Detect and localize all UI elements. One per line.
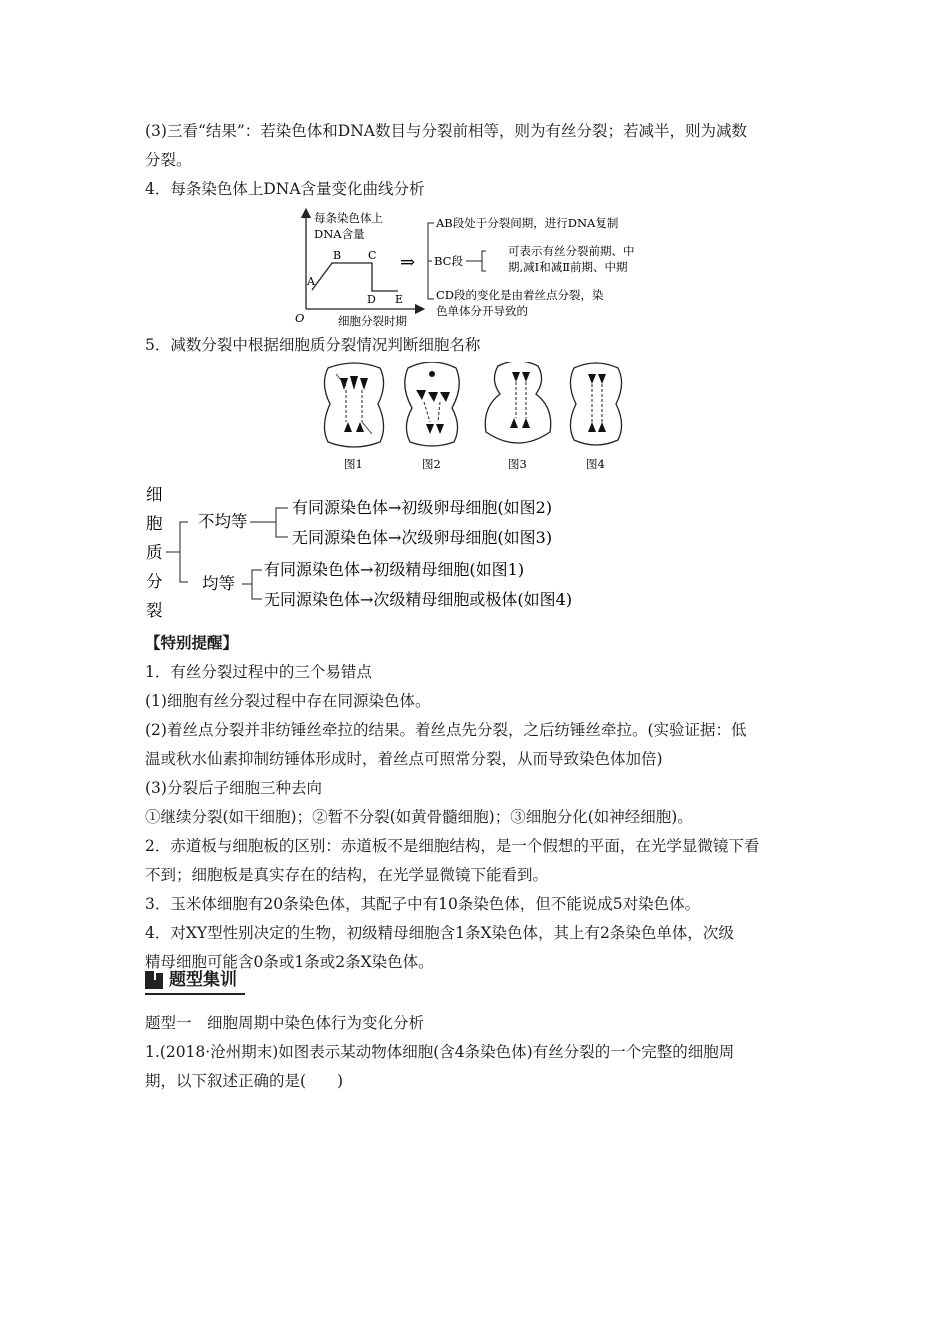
root-char-4: 分 <box>146 572 163 591</box>
figure-4-cell <box>570 363 621 445</box>
reminder-line-11: 精母细胞可能含0条或1条或2条X染色体。 <box>145 953 434 971</box>
root-char-5: 裂 <box>146 601 163 620</box>
y-axis-label-2: DNA含量 <box>314 227 365 241</box>
leaf-1: 有同源染色体→初级卵母细胞(如图2) <box>292 498 553 517</box>
ab-note: AB段处于分裂间期，进行DNA复制 <box>436 216 619 230</box>
point-a: A <box>307 275 315 288</box>
unequal-label: 不均等 <box>198 512 248 531</box>
point-e: E <box>395 293 404 306</box>
figure-2-label: 图2 <box>422 457 441 471</box>
paragraph-3-line-1: (3)三看“结果”：若染色体和DNA数目与分裂前相等，则为有丝分裂；若减半，则为减数 <box>145 122 747 140</box>
reminder-title: 【特别提醒】 <box>145 634 239 652</box>
origin-label: O <box>295 311 305 325</box>
heading-5: 5．减数分裂中根据细胞质分裂情况判断细胞名称 <box>145 336 481 354</box>
root-char-2: 胞 <box>146 514 163 533</box>
reminder-line-8: 不到；细胞板是真实存在的结构，在光学显微镜下能看到。 <box>145 866 549 884</box>
paragraph-3-line-2: 分裂。 <box>145 151 192 169</box>
question-1-line-1: 1.(2018·沧州期末)如图表示某动物体细胞(含4条染色体)有丝分裂的一个完整的细胞周 <box>145 1043 735 1061</box>
y-axis-label-1: 每条染色体上 <box>314 211 383 225</box>
reminder-line-3: (2)着丝点分裂并非纺锤丝牵拉的结果。着丝点先分裂，之后纺锤丝牵拉。(实验证据：低 <box>145 721 747 739</box>
section-banner <box>145 968 245 994</box>
cd-note-1: CD段的变化是由着丝点分裂，染 <box>436 288 604 302</box>
bc-label: BC段 <box>434 254 463 268</box>
reminder-line-4: 温或秋水仙素抑制纺锤体形成时，着丝点可照常分裂，从而导致染色体加倍) <box>145 750 663 768</box>
figure-2-cell <box>405 362 459 446</box>
section-title: 题型集训 <box>169 970 237 990</box>
implies-arrow: ⇒ <box>400 252 416 273</box>
dna-curve <box>312 263 398 291</box>
reminder-line-10: 4．对XY型性别决定的生物，初级精母细胞含1条X染色体，其上有2条染色单体，次级 <box>145 924 734 942</box>
figure-3-label: 图3 <box>508 457 527 471</box>
leaf-3: 有同源染色体→初级精母细胞(如图1) <box>264 560 525 579</box>
x-axis-label: 细胞分裂时期 <box>338 314 407 328</box>
reminder-line-1: 1．有丝分裂过程中的三个易错点 <box>145 663 372 681</box>
figure-1-cell <box>324 363 383 447</box>
dna-content-chart <box>290 205 670 330</box>
cell-figures <box>318 362 658 474</box>
reminder-line-7: 2．赤道板与细胞板的区别：赤道板不是细胞结构，是一个假想的平面，在光学显微镜下看 <box>145 837 760 855</box>
reminder-line-2: (1)细胞有丝分裂过程中存在同源染色体。 <box>145 692 431 710</box>
figure-3-cell <box>485 362 550 443</box>
point-d: D <box>367 293 376 306</box>
leaf-2: 无同源染色体→次级卵母细胞(如图3) <box>292 528 553 547</box>
reminder-line-5: (3)分裂后子细胞三种去向 <box>145 779 322 797</box>
bc-note-2: 期,减Ⅰ和减Ⅱ前期、中期 <box>508 260 628 274</box>
root-char-1: 细 <box>146 485 163 504</box>
cytoplasm-division-tree <box>140 482 640 632</box>
cd-note-2: 色单体分开导致的 <box>436 304 528 318</box>
root-char-3: 质 <box>146 543 163 562</box>
heading-4: 4．每条染色体上DNA含量变化曲线分析 <box>145 180 425 198</box>
point-c: C <box>368 249 377 262</box>
section-square-icon <box>145 971 163 989</box>
figure-4-label: 图4 <box>586 457 605 471</box>
figure-1-label: 图1 <box>344 457 363 471</box>
question-type-line: 题型一 细胞周期中染色体行为变化分析 <box>145 1014 425 1032</box>
section-underline <box>145 993 245 995</box>
bc-note-1: 可表示有丝分裂前期、中 <box>508 244 635 258</box>
equal-label: 均等 <box>202 574 235 593</box>
leaf-4: 无同源染色体→次级精母细胞或极体(如图4) <box>264 590 573 609</box>
question-1-line-2: 期，以下叙述正确的是( ) <box>145 1072 344 1090</box>
reminder-line-6: ①继续分裂(如干细胞)；②暂不分裂(如黄骨髓细胞)；③细胞分化(如神经细胞)。 <box>145 808 693 826</box>
reminder-line-9: 3．玉米体细胞有20条染色体，其配子中有10条染色体，但不能说成5对染色体。 <box>145 895 701 913</box>
point-b: B <box>333 249 342 262</box>
